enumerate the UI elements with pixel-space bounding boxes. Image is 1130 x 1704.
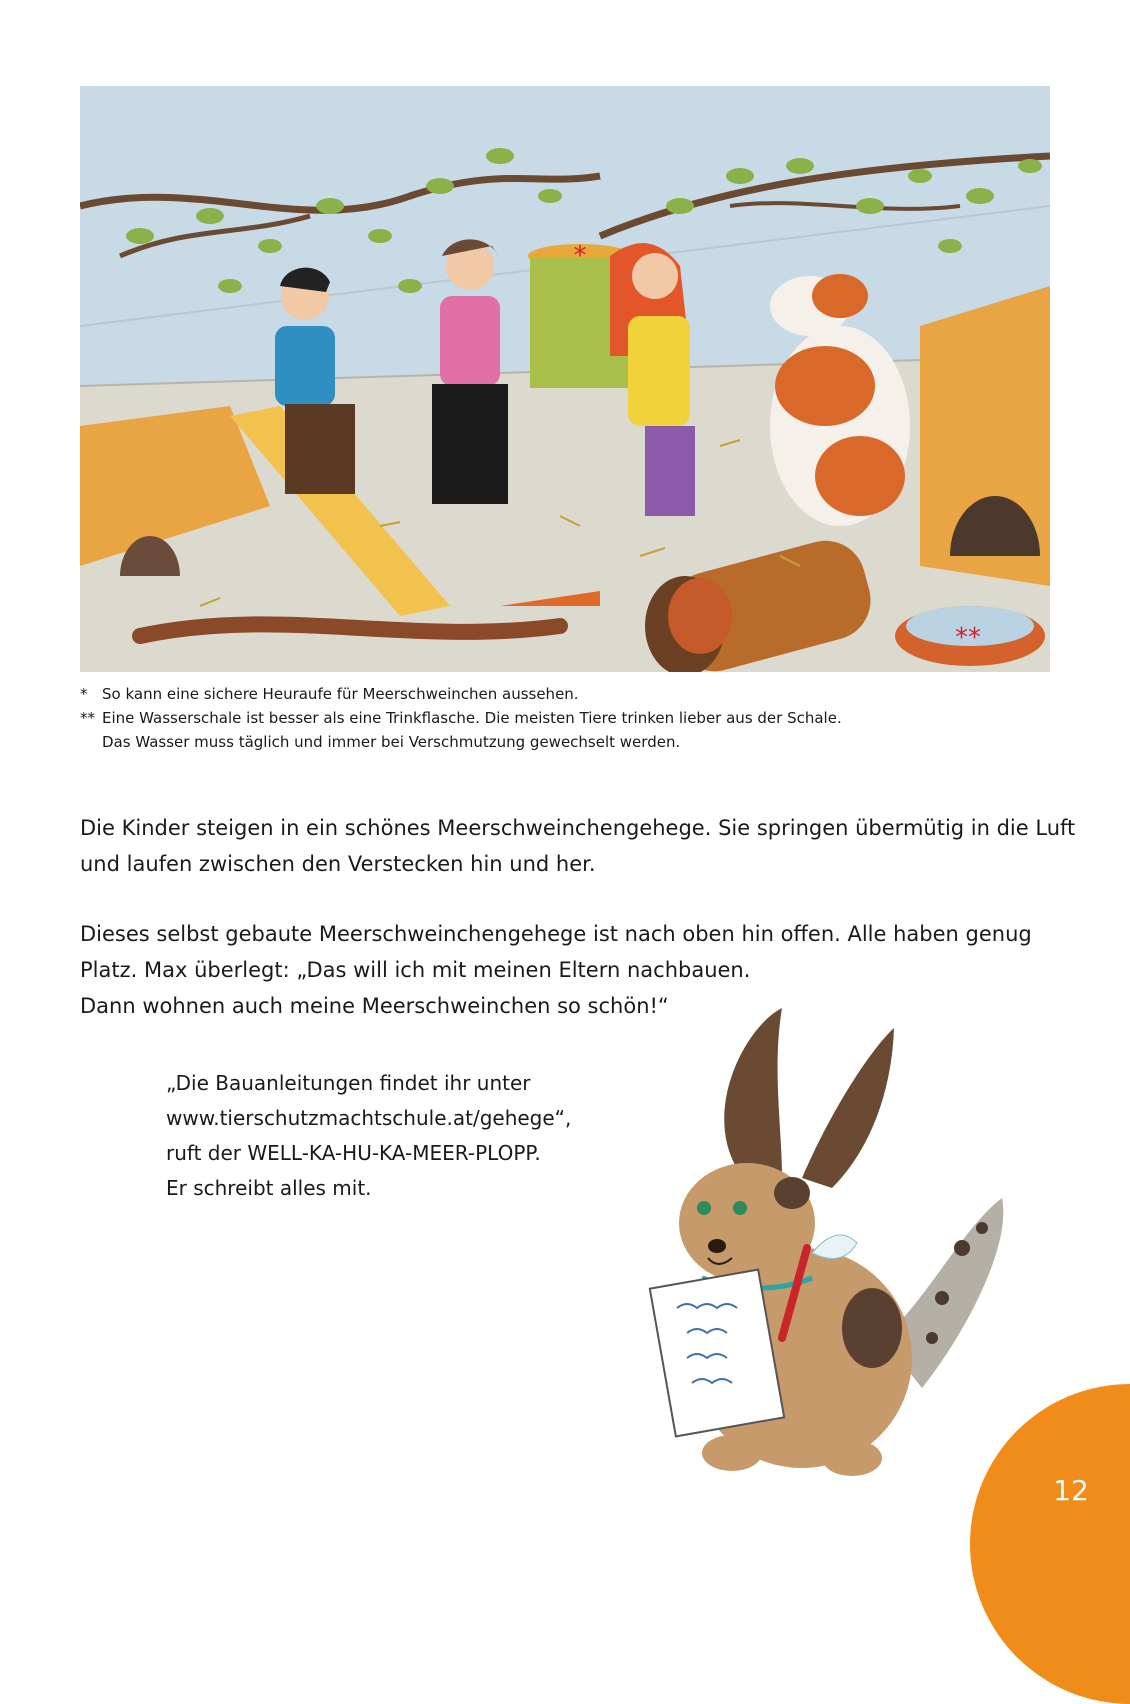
page-number: 12 <box>1053 1474 1089 1507</box>
body-spot <box>842 1288 902 1368</box>
enclosure-scene <box>80 86 1050 672</box>
paragraph-line: Dann wohnen auch meine Meerschweinchen so schön!“ <box>80 994 669 1018</box>
quote-line: Er schreibt alles mit. <box>166 1176 372 1200</box>
quote-line-url: www.tierschutzmachtschule.at/gehege“, <box>166 1106 572 1130</box>
paragraph-1 <box>80 810 1076 882</box>
paragraph-line: Dieses selbst gebaute Meerschweinchengehege ist nach oben hin offen. Alle haben genug <box>80 922 1032 946</box>
left-eye <box>697 1201 711 1215</box>
paragraph-line: Die Kinder steigen in ein schönes Meerschweinchengehege. Sie springen übermütig in die Luft <box>80 816 1076 840</box>
paragraph-line: und laufen zwischen den Verstecken hin und her. <box>80 852 596 876</box>
footnote-2-continuation <box>80 730 1040 754</box>
footnote-text: So kann eine sichere Heuraufe für Meerschweinchen aussehen. <box>102 685 579 703</box>
right-foot <box>822 1440 882 1476</box>
quote-block <box>166 1066 571 1206</box>
footnotes <box>80 682 1040 754</box>
footnote-1 <box>80 682 1040 706</box>
footnote-2 <box>80 706 1040 730</box>
water-bowl-marker: ** <box>955 623 981 653</box>
paragraph-line: Platz. Max überlegt: „Das will ich mit meinen Eltern nachbauen. <box>80 958 751 982</box>
right-eye <box>733 1201 747 1215</box>
hay-rack-marker: * <box>573 241 587 271</box>
head-spot <box>774 1177 810 1209</box>
right-ear <box>802 1028 894 1188</box>
quote-line: „Die Bauanleitungen findet ihr unter <box>166 1071 531 1095</box>
stick <box>140 624 560 636</box>
footnote-marker: * <box>80 685 88 703</box>
nose <box>708 1239 726 1253</box>
wing <box>812 1235 857 1259</box>
footnote-text: Das Wasser muss täglich und immer bei Verschmutzung gewechselt werden. <box>102 733 681 751</box>
quote-line: ruft der WELL-KA-HU-KA-MEER-PLOPP. <box>166 1141 541 1165</box>
well-ka-hu-ka-meer-plopp-illustration <box>632 1008 1032 1482</box>
footnote-marker: ** <box>80 709 95 727</box>
footnote-text: Eine Wasserschale ist besser als eine Trinkflasche. Die meisten Tiere trinken lieber aus der Schale. <box>102 709 842 727</box>
left-foot <box>702 1435 762 1471</box>
creature-figure <box>632 1008 1032 1478</box>
enclosure-illustration <box>80 86 1050 672</box>
left-ear <box>724 1008 782 1188</box>
